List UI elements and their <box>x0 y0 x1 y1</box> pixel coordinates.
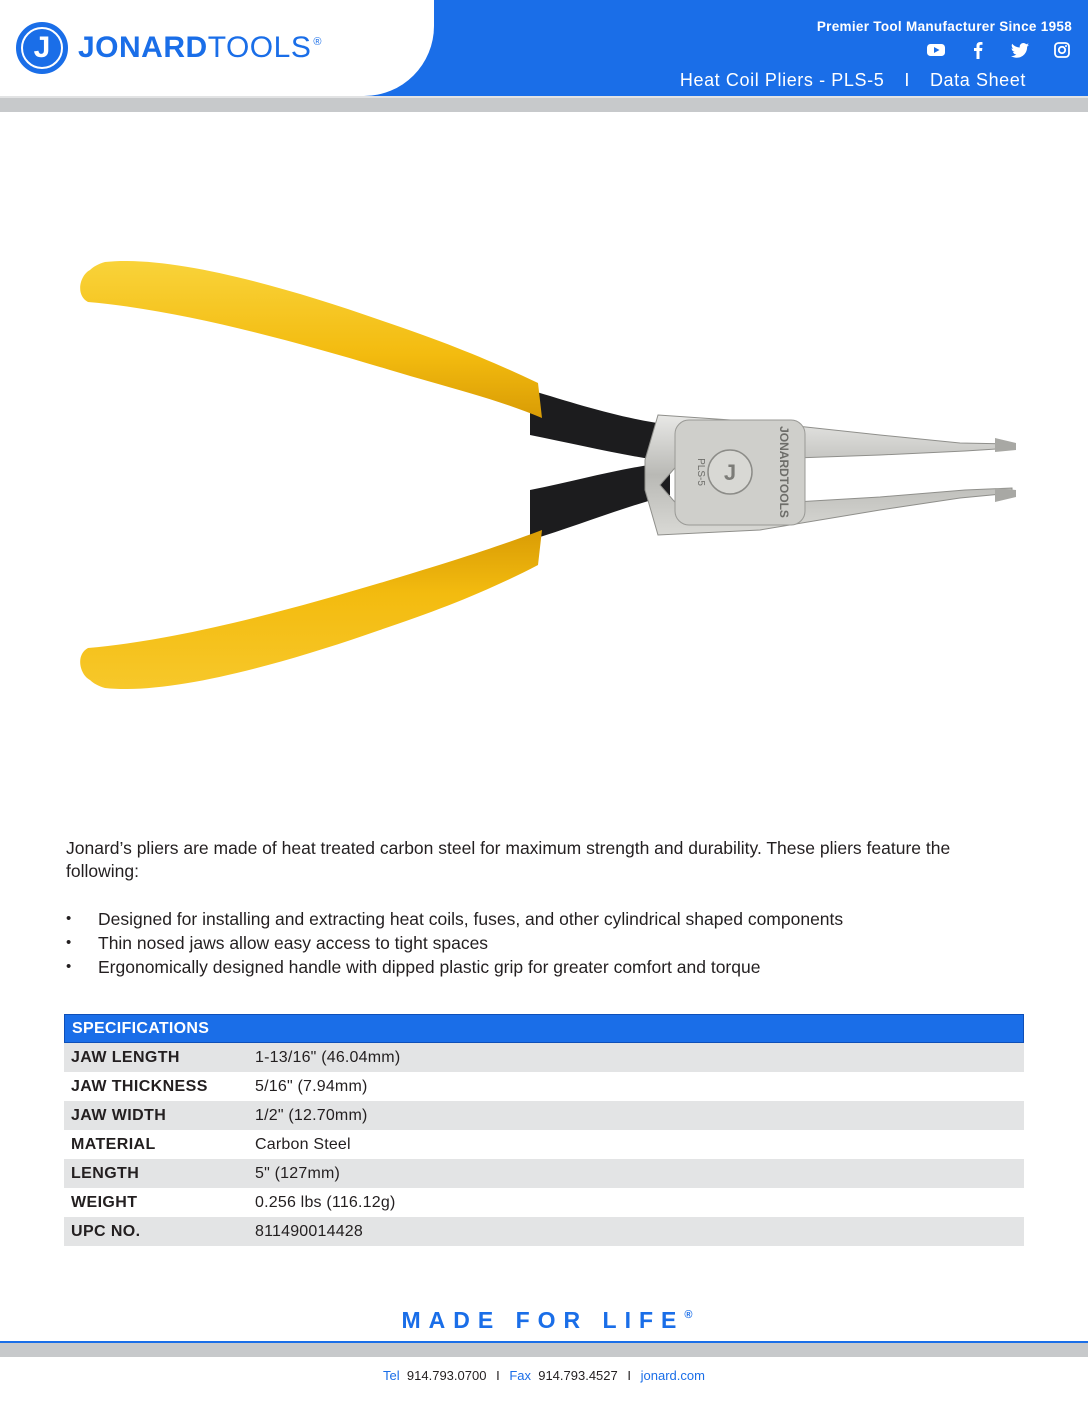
spec-row-length <box>64 1159 1024 1188</box>
youtube-icon[interactable] <box>926 40 946 60</box>
logo-word-bold: JONARD <box>78 31 208 64</box>
title-separator: I <box>904 70 910 90</box>
spec-value: Carbon Steel <box>255 1135 351 1153</box>
slogan-text: MADE FOR LIFE <box>401 1307 685 1333</box>
upper-jaw-tip <box>995 438 1016 452</box>
product-title: Heat Coil Pliers - PLS-5 <box>679 70 885 90</box>
fax-label: Fax <box>509 1368 531 1383</box>
spec-label: LENGTH <box>71 1164 140 1182</box>
spec-value: 1-13/16" (46.04mm) <box>255 1048 401 1066</box>
rivet-letter: J <box>723 460 737 485</box>
spec-row-jaw-thickness <box>64 1072 1024 1101</box>
lower-grip <box>80 530 542 689</box>
product-image <box>60 240 1030 710</box>
spec-label: UPC NO. <box>71 1222 141 1240</box>
slogan <box>0 1307 1088 1334</box>
spec-label: WEIGHT <box>71 1193 138 1211</box>
contact-separator: I <box>627 1368 631 1383</box>
specifications-heading: SPECIFICATIONS <box>64 1014 1024 1043</box>
document-title <box>680 70 1026 91</box>
contact-line <box>0 1368 1088 1383</box>
social-links <box>926 40 1072 60</box>
intro-paragraph: Jonard’s pliers are made of heat treated carbon steel for maximum strength and durability. These pliers feature the following: <box>66 838 951 881</box>
feature-item: • Designed for installing and extracting heat coils, fuses, and other cylindrical shaped components <box>66 907 1026 931</box>
tel-number[interactable]: 914.793.0700 <box>406 1368 487 1383</box>
spec-value: 811490014428 <box>255 1222 363 1240</box>
logo-mark-icon <box>16 22 68 74</box>
spec-row-jaw-width <box>64 1101 1024 1130</box>
spec-label: JAW LENGTH <box>71 1048 180 1066</box>
spec-value: 0.256 lbs (116.12g) <box>255 1193 396 1211</box>
lower-jaw-tip <box>995 488 1016 502</box>
header-tagline: Premier Tool Manufacturer Since 1958 <box>816 19 1072 34</box>
spec-row-upc <box>64 1217 1024 1246</box>
logo-letter: J <box>21 27 63 69</box>
jaw-brand-stamp: JONARDTOOLS <box>777 426 791 518</box>
fax-number: 914.793.4527 <box>538 1368 618 1383</box>
header-gray-band <box>0 96 1088 112</box>
spec-label: MATERIAL <box>71 1135 156 1153</box>
specifications-table <box>64 1014 1024 1246</box>
pliers-illustration <box>60 240 1030 710</box>
logo-word-light: TOOLS <box>207 31 312 64</box>
upper-grip <box>80 261 542 418</box>
spec-label: JAW THICKNESS <box>71 1077 208 1095</box>
spec-row-weight <box>64 1188 1024 1217</box>
page-header <box>0 0 1088 112</box>
document-type: Data Sheet <box>929 70 1026 90</box>
slogan-registered-mark: ® <box>684 1309 693 1321</box>
spec-label: JAW WIDTH <box>71 1106 167 1124</box>
jaw-model-stamp: PLS-5 <box>695 458 706 486</box>
instagram-icon[interactable] <box>1052 40 1072 60</box>
spec-row-material <box>64 1130 1024 1159</box>
twitter-icon[interactable] <box>1010 40 1030 60</box>
feature-list <box>66 907 1026 979</box>
spec-value: 1/2" (12.70mm) <box>255 1106 368 1124</box>
spec-value: 5" (127mm) <box>255 1164 341 1182</box>
contact-separator: I <box>496 1368 500 1383</box>
facebook-icon[interactable] <box>968 40 988 60</box>
feature-item: • Thin nosed jaws allow easy access to tight spaces <box>66 931 1026 955</box>
jonard-logo[interactable] <box>16 22 322 74</box>
logo-registered-mark: ® <box>313 36 322 48</box>
logo-wordmark <box>78 31 322 65</box>
website-link[interactable]: jonard.com <box>640 1368 705 1383</box>
tel-label: Tel <box>383 1368 400 1383</box>
footer-gray-band <box>0 1343 1088 1357</box>
spec-value: 5/16" (7.94mm) <box>255 1077 368 1095</box>
spec-row-jaw-length <box>64 1043 1024 1072</box>
feature-item: • Ergonomically designed handle with dipped plastic grip for greater comfort and torque <box>66 955 1026 979</box>
